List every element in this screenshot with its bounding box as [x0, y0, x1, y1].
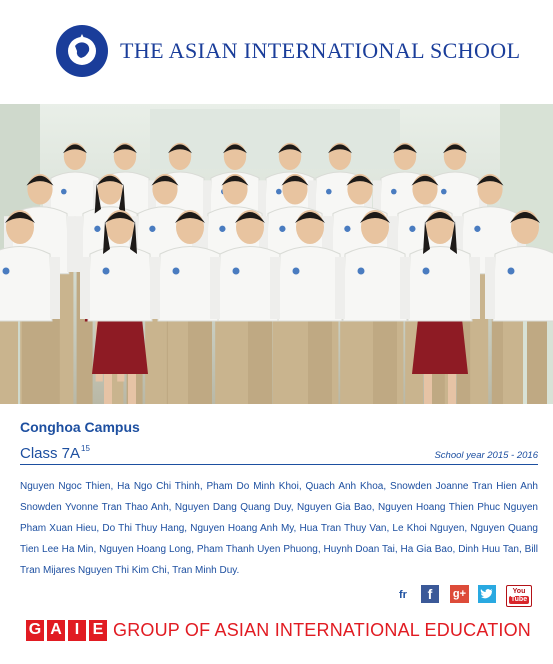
gaie-letter-i: I — [68, 620, 86, 641]
youtube-top: You — [512, 588, 526, 595]
youtube-bottom: Tube — [510, 596, 528, 603]
facebook-label: f — [427, 586, 433, 602]
google-plus-label: g+ — [452, 588, 467, 600]
divider — [20, 464, 538, 465]
footer-text: GROUP OF ASIAN INTERNATIONAL EDUCATION — [113, 619, 531, 640]
class-label: Class 7A — [20, 445, 81, 462]
school-year: School year 2015 - 2016 — [434, 450, 538, 461]
footer — [26, 619, 531, 641]
facebook-icon[interactable] — [421, 585, 439, 603]
class-photo — [0, 104, 553, 404]
header — [0, 0, 553, 104]
fr-label: fr — [399, 589, 407, 601]
google-plus-icon[interactable] — [450, 585, 469, 603]
youtube-icon[interactable] — [506, 585, 532, 607]
student-names: Nguyen Ngoc Thien, Ha Ngo Chi Thinh, Pham Do Minh Khoi, Quach Anh Khoa, Snowden Joanne Tran Hien Anh Snowden Yvonne Tran Thao Anh, Nguyen Dang Quang Duy, Nguyen Gia Bao, Nguyen Hoang Thien Phuc Nguyen Pham Xuan Hieu, Do Thi Thuy Hang, Nguyen Hoang Anh My, Hua Tran Thuy Van, Le Khoi Nguyen, Nguyen Quang Tien Lee Ha Min, Nguyen Hoang Long, Pham Thanh Uyen Phuong, Huynh Doan Tai, Ha Gia Bao, Dinh Huu Tan, Bill Tran Mijares Nguyen Thi Kim Chi, Tran Minh Duy. — [20, 481, 538, 576]
gaie-letter-g: G — [26, 620, 44, 641]
twitter-icon[interactable] — [478, 585, 496, 603]
school-logo — [55, 24, 109, 78]
campus-title: Conghoa Campus — [20, 419, 140, 435]
gaie-letter-a: A — [47, 620, 65, 641]
gaie-letter-e: E — [89, 620, 107, 641]
fr-icon[interactable] — [394, 585, 412, 605]
class-name — [20, 444, 90, 462]
class-superscript: 15 — [81, 444, 90, 453]
school-name: THE ASIAN INTERNATIONAL SCHOOL — [120, 38, 521, 63]
